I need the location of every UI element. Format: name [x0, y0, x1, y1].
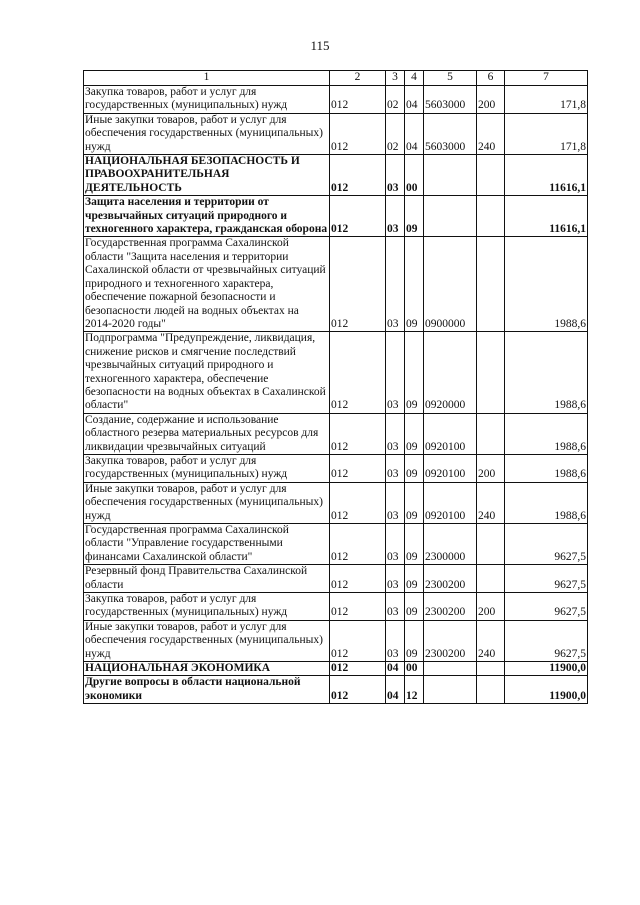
- cell-target-article: 5603000: [424, 86, 477, 114]
- cell-ministry-code: 012: [330, 196, 386, 237]
- cell-section-code: 03: [386, 524, 405, 565]
- cell-subsection-code: 09: [405, 196, 424, 237]
- table-row: [84, 524, 588, 565]
- cell-item-name: НАЦИОНАЛЬНАЯ БЕЗОПАСНОСТЬ И ПРАВООХРАНИТЕЛЬНАЯ ДЕЯТЕЛЬНОСТЬ: [84, 155, 330, 196]
- table-row: [84, 593, 588, 621]
- cell-target-article: [424, 196, 477, 237]
- cell-expense-type: [477, 196, 505, 237]
- table-row: [84, 155, 588, 196]
- cell-amount: 11616,1: [505, 155, 588, 196]
- cell-amount: 9627,5: [505, 524, 588, 565]
- cell-subsection-code: 09: [405, 332, 424, 413]
- table-row: [84, 454, 588, 482]
- cell-item-name: Закупка товаров, работ и услуг для государственных (муниципальных) нужд: [84, 86, 330, 114]
- header-col-4: 4: [405, 71, 424, 86]
- cell-expense-type: [477, 155, 505, 196]
- cell-item-name: Иные закупки товаров, работ и услуг для обеспечения государственных (муниципальных) нужд: [84, 620, 330, 661]
- cell-item-name: Защита населения и территории от чрезвычайных ситуаций природного и техногенного характера, гражданская оборона: [84, 196, 330, 237]
- cell-ministry-code: 012: [330, 332, 386, 413]
- cell-subsection-code: 12: [405, 676, 424, 704]
- header-col-3: 3: [386, 71, 405, 86]
- cell-subsection-code: 09: [405, 565, 424, 593]
- cell-section-code: 03: [386, 332, 405, 413]
- cell-expense-type: [477, 662, 505, 676]
- cell-section-code: 03: [386, 454, 405, 482]
- cell-item-name: Подпрограмма "Предупреждение, ликвидация, снижение рисков и смягчение последствий чрезвычайных ситуаций природного и техногенного характера, обеспечение безопасности на водных объектах в Сахалинской области": [84, 332, 330, 413]
- table-row: [84, 413, 588, 454]
- cell-item-name: Государственная программа Сахалинской области "Управление государственными финансами Сахалинской области": [84, 524, 330, 565]
- cell-section-code: 03: [386, 620, 405, 661]
- cell-target-article: [424, 676, 477, 704]
- cell-subsection-code: 04: [405, 113, 424, 154]
- cell-ministry-code: 012: [330, 676, 386, 704]
- table-row: [84, 86, 588, 114]
- cell-section-code: 03: [386, 482, 405, 523]
- cell-item-name: Резервный фонд Правительства Сахалинской области: [84, 565, 330, 593]
- cell-amount: 171,8: [505, 86, 588, 114]
- header-col-2: 2: [330, 71, 386, 86]
- cell-ministry-code: 012: [330, 524, 386, 565]
- cell-ministry-code: 012: [330, 113, 386, 154]
- cell-expense-type: 200: [477, 593, 505, 621]
- cell-subsection-code: 09: [405, 237, 424, 332]
- page-number: 115: [310, 38, 330, 53]
- cell-amount: 1988,6: [505, 237, 588, 332]
- budget-table: [83, 70, 588, 704]
- cell-target-article: 2300000: [424, 524, 477, 565]
- cell-section-code: 03: [386, 413, 405, 454]
- cell-target-article: 0900000: [424, 237, 477, 332]
- cell-amount: 171,8: [505, 113, 588, 154]
- cell-section-code: 03: [386, 565, 405, 593]
- cell-amount: 1988,6: [505, 482, 588, 523]
- cell-target-article: 2300200: [424, 565, 477, 593]
- cell-amount: 1988,6: [505, 454, 588, 482]
- cell-target-article: 0920000: [424, 332, 477, 413]
- cell-expense-type: [477, 524, 505, 565]
- table-row: [84, 196, 588, 237]
- cell-amount: 9627,5: [505, 620, 588, 661]
- cell-subsection-code: 00: [405, 155, 424, 196]
- cell-target-article: [424, 155, 477, 196]
- cell-amount: 9627,5: [505, 565, 588, 593]
- cell-item-name: Закупка товаров, работ и услуг для государственных (муниципальных) нужд: [84, 593, 330, 621]
- cell-subsection-code: 09: [405, 524, 424, 565]
- cell-target-article: 0920100: [424, 413, 477, 454]
- table-row: [84, 332, 588, 413]
- cell-target-article: 0920100: [424, 482, 477, 523]
- cell-section-code: 04: [386, 676, 405, 704]
- table-row: [84, 620, 588, 661]
- cell-subsection-code: 04: [405, 86, 424, 114]
- cell-ministry-code: 012: [330, 662, 386, 676]
- cell-expense-type: 240: [477, 482, 505, 523]
- budget-table-body: [84, 86, 588, 704]
- cell-section-code: 04: [386, 662, 405, 676]
- cell-amount: 11616,1: [505, 196, 588, 237]
- cell-amount: 11900,0: [505, 676, 588, 704]
- cell-ministry-code: 012: [330, 565, 386, 593]
- cell-ministry-code: 012: [330, 237, 386, 332]
- cell-ministry-code: 012: [330, 454, 386, 482]
- cell-section-code: 02: [386, 113, 405, 154]
- cell-expense-type: [477, 676, 505, 704]
- header-col-1: 1: [84, 71, 330, 86]
- header-col-7: 7: [505, 71, 588, 86]
- cell-section-code: 02: [386, 86, 405, 114]
- table-row: [84, 113, 588, 154]
- cell-subsection-code: 00: [405, 662, 424, 676]
- cell-item-name: НАЦИОНАЛЬНАЯ ЭКОНОМИКА: [84, 662, 330, 676]
- cell-amount: 1988,6: [505, 332, 588, 413]
- cell-expense-type: 240: [477, 113, 505, 154]
- cell-subsection-code: 09: [405, 482, 424, 523]
- header-col-6: 6: [477, 71, 505, 86]
- cell-expense-type: [477, 565, 505, 593]
- cell-ministry-code: 012: [330, 86, 386, 114]
- cell-target-article: 2300200: [424, 620, 477, 661]
- cell-expense-type: 200: [477, 454, 505, 482]
- cell-item-name: Закупка товаров, работ и услуг для государственных (муниципальных) нужд: [84, 454, 330, 482]
- cell-expense-type: [477, 237, 505, 332]
- table-row: [84, 676, 588, 704]
- cell-subsection-code: 09: [405, 413, 424, 454]
- cell-target-article: 2300200: [424, 593, 477, 621]
- cell-item-name: Иные закупки товаров, работ и услуг для обеспечения государственных (муниципальных) нужд: [84, 113, 330, 154]
- cell-expense-type: 200: [477, 86, 505, 114]
- cell-subsection-code: 09: [405, 593, 424, 621]
- cell-expense-type: [477, 413, 505, 454]
- cell-ministry-code: 012: [330, 155, 386, 196]
- cell-subsection-code: 09: [405, 454, 424, 482]
- cell-section-code: 03: [386, 196, 405, 237]
- cell-amount: 11900,0: [505, 662, 588, 676]
- cell-item-name: Государственная программа Сахалинской области "Защита населения и территории Сахалинской области от чрезвычайных ситуаций природного и техногенного характера, обеспечение пожарной безопасности и безопасности людей на водных объектах на 2014-2020 годы": [84, 237, 330, 332]
- header-col-5: 5: [424, 71, 477, 86]
- cell-ministry-code: 012: [330, 620, 386, 661]
- cell-item-name: Иные закупки товаров, работ и услуг для обеспечения государственных (муниципальных) нужд: [84, 482, 330, 523]
- cell-expense-type: [477, 332, 505, 413]
- cell-ministry-code: 012: [330, 593, 386, 621]
- cell-section-code: 03: [386, 237, 405, 332]
- cell-target-article: 0920100: [424, 454, 477, 482]
- table-row: [84, 565, 588, 593]
- cell-expense-type: 240: [477, 620, 505, 661]
- cell-amount: 1988,6: [505, 413, 588, 454]
- cell-item-name: Другие вопросы в области национальной экономики: [84, 676, 330, 704]
- cell-section-code: 03: [386, 593, 405, 621]
- cell-section-code: 03: [386, 155, 405, 196]
- cell-ministry-code: 012: [330, 413, 386, 454]
- table-row: [84, 662, 588, 676]
- cell-target-article: [424, 662, 477, 676]
- cell-target-article: 5603000: [424, 113, 477, 154]
- cell-item-name: Создание, содержание и использование областного резерва материальных ресурсов для ликвидации чрезвычайных ситуаций: [84, 413, 330, 454]
- table-row: [84, 237, 588, 332]
- cell-amount: 9627,5: [505, 593, 588, 621]
- cell-subsection-code: 09: [405, 620, 424, 661]
- table-row: [84, 482, 588, 523]
- cell-ministry-code: 012: [330, 482, 386, 523]
- header-row: [84, 71, 588, 86]
